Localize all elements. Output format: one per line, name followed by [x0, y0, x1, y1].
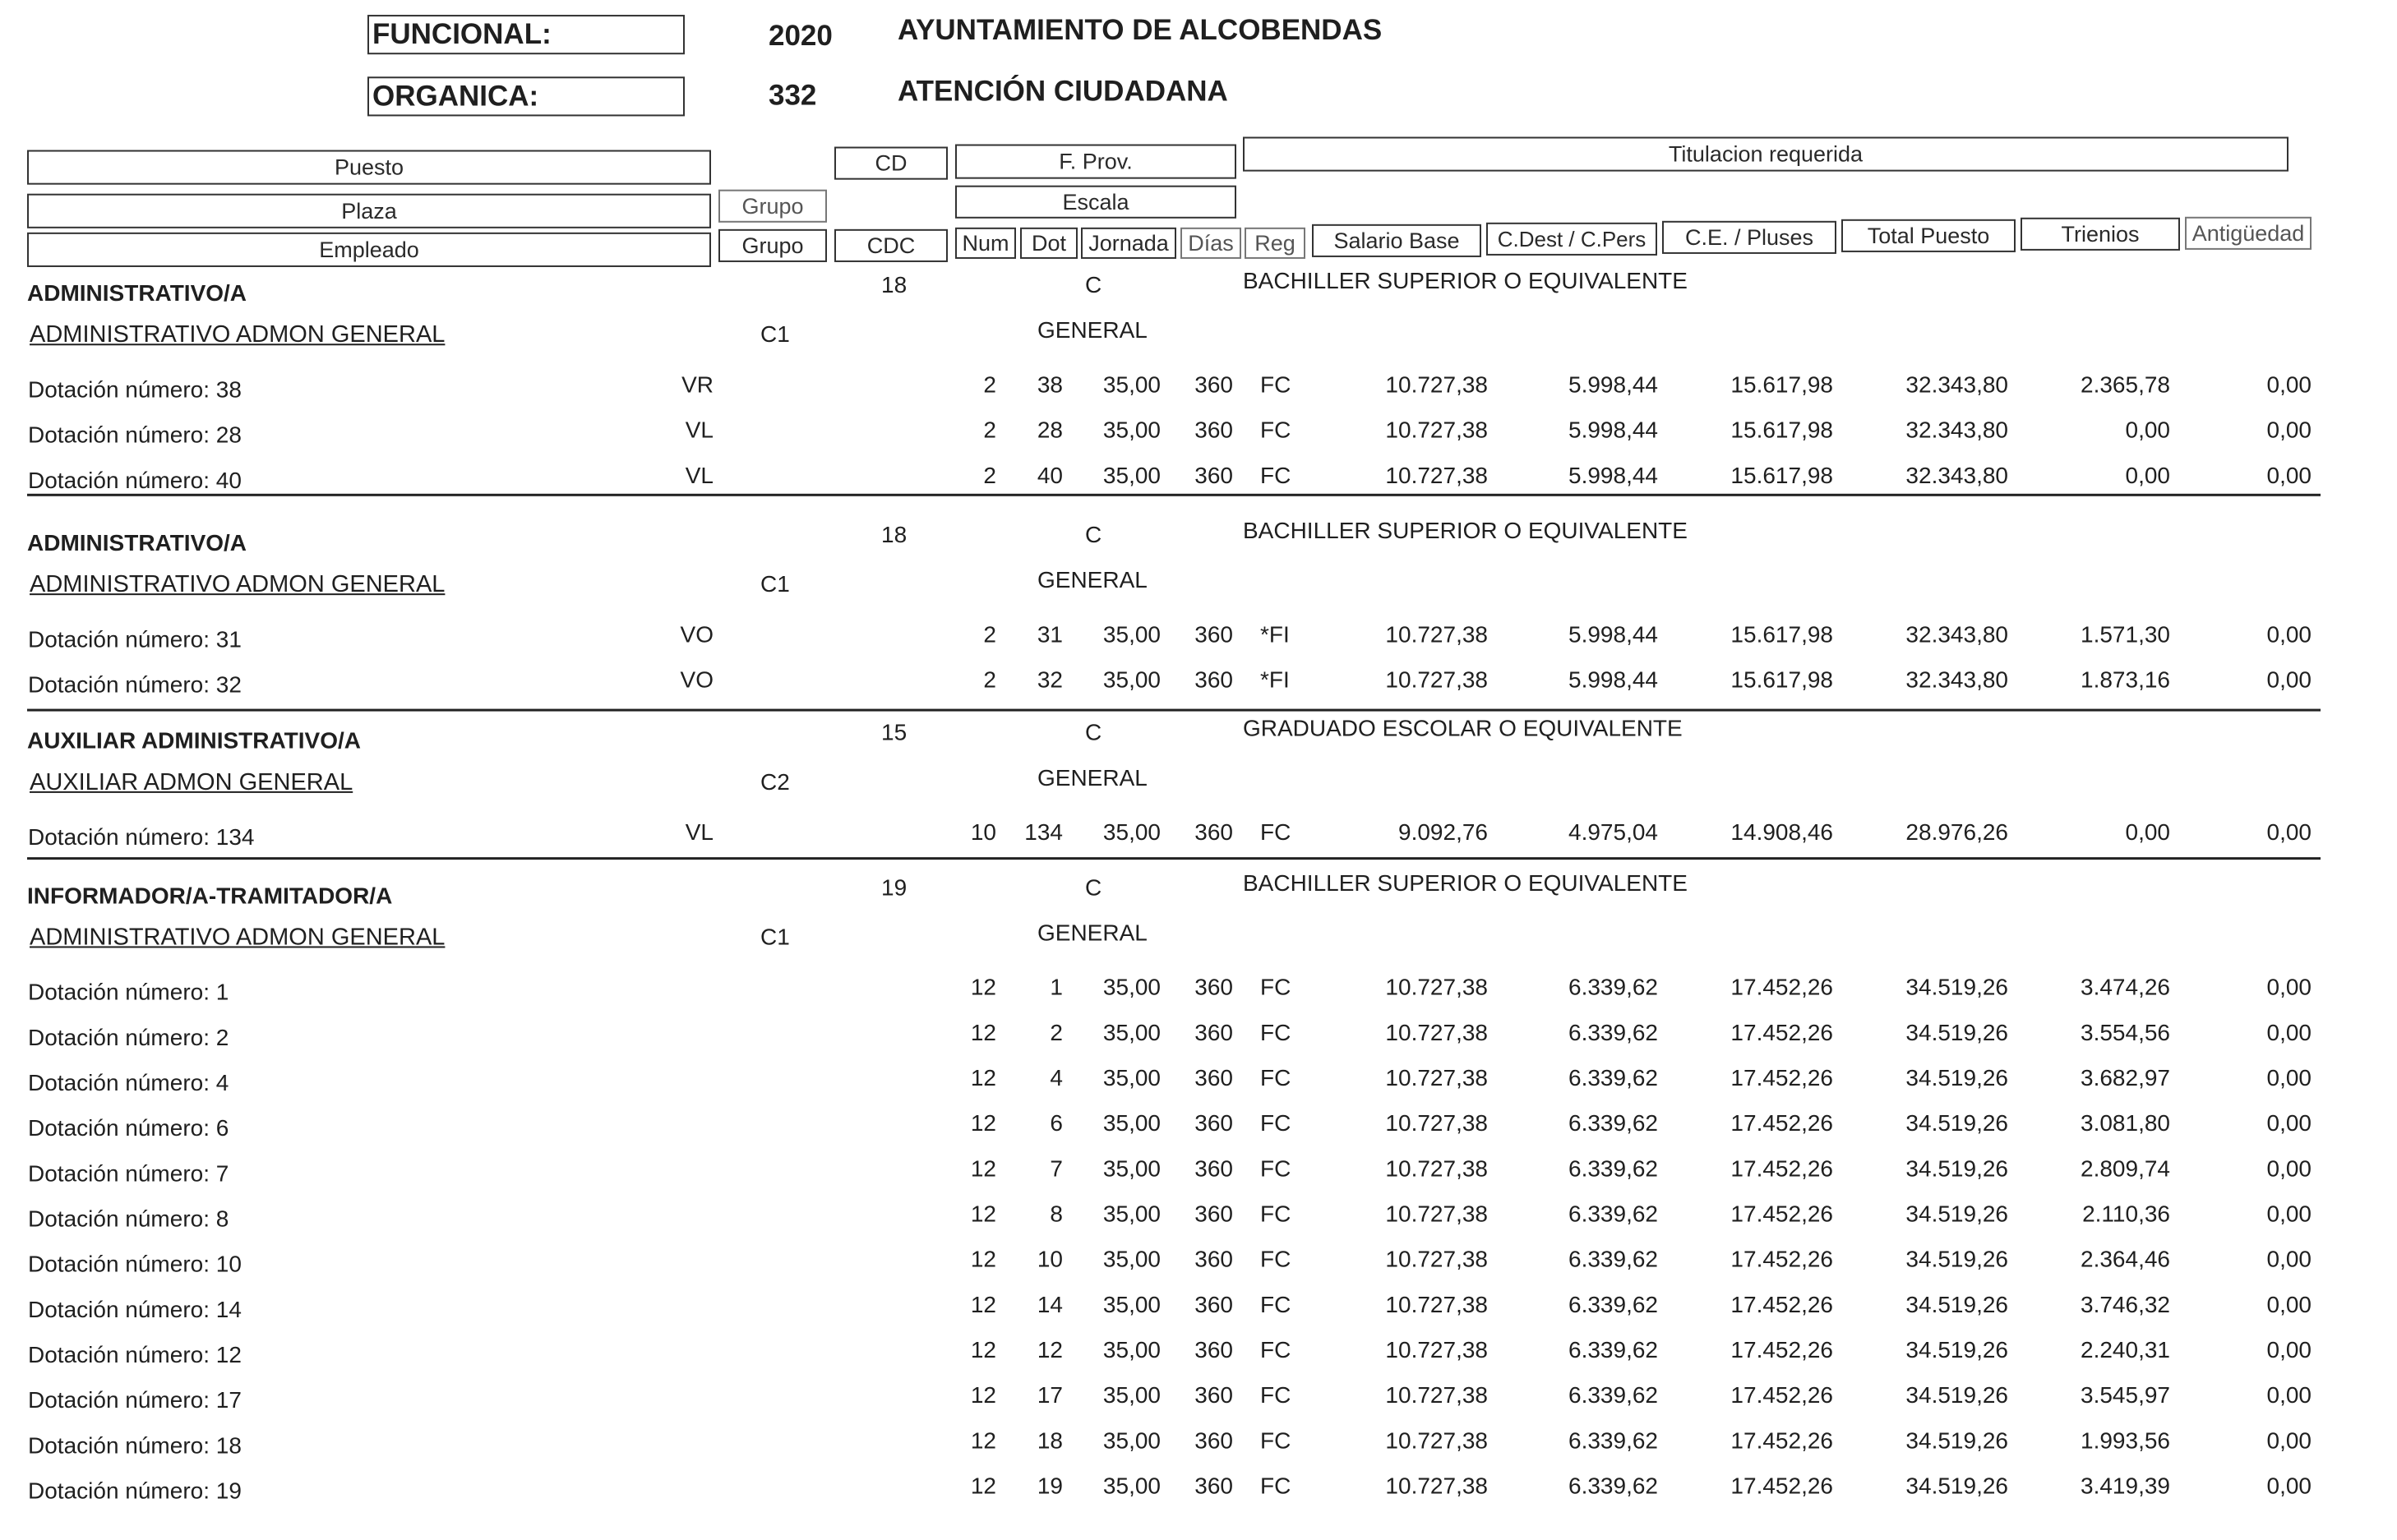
cell-salario: 10.727,38 [1385, 1291, 1488, 1317]
cell-jornada: 35,00 [1102, 621, 1161, 648]
cell-num: 2 [983, 621, 996, 648]
cell-num: 2 [983, 417, 996, 443]
section-escala: GENERAL [1037, 567, 1148, 593]
cell-trienios: 3.554,56 [2081, 1019, 2170, 1045]
cell-ce: 14.908,46 [1730, 818, 1833, 846]
cell-tipo: VL [685, 818, 714, 846]
cell-dot: 32 [1037, 666, 1063, 693]
cell-dot: 40 [1037, 462, 1063, 488]
cell-dias: 360 [1194, 462, 1233, 488]
cell-num: 10 [970, 818, 996, 846]
col-jornada: Jornada [1081, 228, 1176, 259]
cell-antig: 0,00 [2266, 621, 2312, 648]
cell-reg: FC [1260, 1019, 1291, 1045]
cell-total: 34.519,26 [1905, 1382, 2008, 1409]
dotacion-label: Dotación número: 2 [28, 1024, 229, 1050]
cell-trienios: 3.081,80 [2081, 1110, 2170, 1137]
cell-num: 2 [983, 462, 996, 488]
cell-salario: 10.727,38 [1385, 666, 1488, 693]
cell-tipo: VO [680, 666, 714, 693]
cell-total: 32.343,80 [1905, 371, 2008, 398]
section-titulacion: BACHILLER SUPERIOR O EQUIVALENTE [1243, 267, 1688, 294]
cell-dias: 360 [1194, 371, 1233, 398]
cell-total: 34.519,26 [1905, 1291, 2008, 1317]
cell-ce: 17.452,26 [1730, 1382, 1833, 1409]
cell-total: 34.519,26 [1905, 1019, 2008, 1045]
col-antiguedad: Antigüedad [2185, 217, 2312, 250]
cell-salario: 10.727,38 [1385, 621, 1488, 648]
cell-num: 12 [970, 1291, 996, 1317]
cell-salario: 10.727,38 [1385, 1473, 1488, 1499]
cell-cdest: 4.975,04 [1568, 818, 1658, 846]
cell-antig: 0,00 [2266, 1336, 2312, 1362]
cell-jornada: 35,00 [1102, 1336, 1161, 1362]
col-cdc: CDC [834, 229, 948, 262]
cell-jornada: 35,00 [1102, 371, 1161, 398]
cell-dias: 360 [1194, 666, 1233, 693]
cell-dias: 360 [1194, 1291, 1233, 1317]
cell-num: 12 [970, 1110, 996, 1137]
cell-num: 12 [970, 1427, 996, 1454]
section-titulacion: GRADUADO ESCOLAR O EQUIVALENTE [1243, 715, 1683, 741]
cell-cdest: 5.998,44 [1568, 417, 1658, 443]
cell-trienios: 3.474,26 [2081, 974, 2170, 1000]
section-title: ADMINISTRATIVO/A [27, 529, 247, 556]
cell-dot: 12 [1037, 1336, 1063, 1362]
cell-dias: 360 [1194, 1155, 1233, 1182]
cell-ce: 17.452,26 [1730, 1110, 1833, 1137]
cell-jornada: 35,00 [1102, 1064, 1161, 1090]
cell-salario: 10.727,38 [1385, 462, 1488, 488]
section-grupo: C2 [760, 768, 790, 795]
cell-ce: 15.617,98 [1730, 621, 1833, 648]
cell-tipo: VR [681, 371, 714, 398]
cell-jornada: 35,00 [1102, 1291, 1161, 1317]
cell-dot: 14 [1037, 1291, 1063, 1317]
cell-num: 2 [983, 371, 996, 398]
cell-ce: 17.452,26 [1730, 1064, 1833, 1090]
cell-jornada: 35,00 [1102, 818, 1161, 846]
section-title: ADMINISTRATIVO/A [27, 280, 247, 307]
cell-dot: 38 [1037, 371, 1063, 398]
cell-antig: 0,00 [2266, 462, 2312, 488]
section-plaza: ADMINISTRATIVO ADMON GENERAL [30, 321, 446, 348]
cell-num: 12 [970, 1064, 996, 1090]
cell-reg: FC [1260, 462, 1291, 488]
cell-cdest: 5.998,44 [1568, 621, 1658, 648]
col-cd: CD [834, 147, 948, 180]
cell-total: 28.976,26 [1905, 818, 2008, 846]
cell-cdest: 5.998,44 [1568, 371, 1658, 398]
cell-salario: 10.727,38 [1385, 1110, 1488, 1137]
cell-dias: 360 [1194, 1246, 1233, 1272]
cell-ce: 17.452,26 [1730, 1246, 1833, 1272]
cell-ce: 17.452,26 [1730, 1291, 1833, 1317]
dotacion-label: Dotación número: 7 [28, 1160, 229, 1187]
cell-jornada: 35,00 [1102, 974, 1161, 1000]
cell-antig: 0,00 [2266, 818, 2312, 846]
cell-salario: 10.727,38 [1385, 1246, 1488, 1272]
cell-jornada: 35,00 [1102, 1155, 1161, 1182]
cell-cdest: 6.339,62 [1568, 1473, 1658, 1499]
section-plaza: ADMINISTRATIVO ADMON GENERAL [30, 924, 446, 951]
cell-jornada: 35,00 [1102, 1427, 1161, 1454]
cell-cdest: 6.339,62 [1568, 1019, 1658, 1045]
dotacion-label: Dotación número: 40 [28, 467, 242, 493]
cell-dias: 360 [1194, 1336, 1233, 1362]
cell-dias: 360 [1194, 1064, 1233, 1090]
cell-trienios: 2.809,74 [2081, 1155, 2170, 1182]
col-trienios: Trienios [2021, 218, 2180, 251]
section-divider [27, 494, 2321, 496]
cell-trienios: 1.571,30 [2081, 621, 2170, 648]
cell-cdest: 6.339,62 [1568, 1246, 1658, 1272]
cell-antig: 0,00 [2266, 1110, 2312, 1137]
cell-reg: FC [1260, 1110, 1291, 1137]
cell-dot: 31 [1037, 621, 1063, 648]
cell-tipo: VO [680, 621, 714, 648]
cell-ce: 17.452,26 [1730, 1155, 1833, 1182]
cell-reg: FC [1260, 1155, 1291, 1182]
cell-salario: 10.727,38 [1385, 974, 1488, 1000]
cell-reg: FC [1260, 1291, 1291, 1317]
cell-antig: 0,00 [2266, 371, 2312, 398]
cell-jornada: 35,00 [1102, 1246, 1161, 1272]
section-plaza: ADMINISTRATIVO ADMON GENERAL [30, 571, 446, 598]
section-escala: GENERAL [1037, 317, 1148, 344]
cell-antig: 0,00 [2266, 1246, 2312, 1272]
section-escala: GENERAL [1037, 920, 1148, 946]
cell-dot: 134 [1024, 818, 1063, 846]
cell-reg: FC [1260, 974, 1291, 1000]
cell-dias: 360 [1194, 974, 1233, 1000]
cell-salario: 10.727,38 [1385, 1427, 1488, 1454]
cell-trienios: 3.682,97 [2081, 1064, 2170, 1090]
cell-trienios: 1.993,56 [2081, 1427, 2170, 1454]
dotacion-label: Dotación número: 8 [28, 1206, 229, 1232]
cell-salario: 10.727,38 [1385, 1064, 1488, 1090]
cell-reg: FC [1260, 1427, 1291, 1454]
section-titulacion: BACHILLER SUPERIOR O EQUIVALENTE [1243, 517, 1688, 543]
cell-trienios: 2.110,36 [2082, 1201, 2170, 1227]
cell-num: 12 [970, 1019, 996, 1045]
cell-dot: 8 [1050, 1201, 1063, 1227]
cell-trienios: 3.545,97 [2081, 1382, 2170, 1409]
cell-antig: 0,00 [2266, 1155, 2312, 1182]
cell-dias: 360 [1194, 1427, 1233, 1454]
cell-dias: 360 [1194, 818, 1233, 846]
col-dot: Dot [1020, 228, 1078, 259]
cell-cdest: 6.339,62 [1568, 1382, 1658, 1409]
cell-jornada: 35,00 [1102, 462, 1161, 488]
section-titulacion: BACHILLER SUPERIOR O EQUIVALENTE [1243, 870, 1688, 897]
cell-ce: 17.452,26 [1730, 1336, 1833, 1362]
cell-reg: FC [1260, 371, 1291, 398]
cell-salario: 10.727,38 [1385, 1336, 1488, 1362]
cell-num: 12 [970, 974, 996, 1000]
cell-antig: 0,00 [2266, 1019, 2312, 1045]
cell-jornada: 35,00 [1102, 1019, 1161, 1045]
cell-ce: 15.617,98 [1730, 417, 1833, 443]
cell-dot: 6 [1050, 1110, 1063, 1137]
dotacion-label: Dotación número: 38 [28, 376, 242, 403]
section-fprov: C [1085, 719, 1102, 745]
cell-num: 2 [983, 666, 996, 693]
funcional-label-box [367, 15, 685, 54]
dotacion-label: Dotación número: 134 [28, 824, 255, 851]
cell-dot: 19 [1037, 1473, 1063, 1499]
funcional-value: 2020 [769, 20, 833, 53]
cell-cdest: 6.339,62 [1568, 1201, 1658, 1227]
cell-total: 34.519,26 [1905, 1427, 2008, 1454]
col-plaza: Plaza [27, 194, 711, 228]
dotacion-label: Dotación número: 28 [28, 422, 242, 448]
dotacion-label: Dotación número: 17 [28, 1387, 242, 1413]
cell-reg: FC [1260, 1336, 1291, 1362]
cell-total: 32.343,80 [1905, 417, 2008, 443]
cell-dot: 2 [1050, 1019, 1063, 1045]
cell-total: 34.519,26 [1905, 974, 2008, 1000]
cell-num: 12 [970, 1155, 996, 1182]
cell-num: 12 [970, 1382, 996, 1409]
organica-label: ORGANICA: [372, 80, 539, 113]
col-puesto: Puesto [27, 150, 711, 185]
cell-trienios: 3.746,32 [2081, 1291, 2170, 1317]
cell-antig: 0,00 [2266, 417, 2312, 443]
cell-ce: 17.452,26 [1730, 1019, 1833, 1045]
col-escala: Escala [955, 186, 1236, 219]
cell-total: 34.519,26 [1905, 1336, 2008, 1362]
cell-total: 34.519,26 [1905, 1246, 2008, 1272]
cell-tipo: VL [685, 417, 714, 443]
cell-reg: *FI [1260, 621, 1290, 648]
cell-tipo: VL [685, 462, 714, 488]
organica-value: 332 [769, 79, 817, 112]
section-cd: 18 [881, 271, 908, 298]
cell-total: 32.343,80 [1905, 621, 2008, 648]
col-cdest-cpers: C.Dest / C.Pers [1486, 223, 1657, 256]
cell-ce: 17.452,26 [1730, 1473, 1833, 1499]
cell-antig: 0,00 [2266, 1291, 2312, 1317]
cell-jornada: 35,00 [1102, 1382, 1161, 1409]
cell-jornada: 35,00 [1102, 417, 1161, 443]
col-fprov: F. Prov. [955, 145, 1236, 179]
col-total-puesto: Total Puesto [1841, 219, 2016, 252]
cell-reg: FC [1260, 1473, 1291, 1499]
cell-ce: 15.617,98 [1730, 462, 1833, 488]
col-salario-base: Salario Base [1312, 224, 1481, 257]
cell-cdest: 5.998,44 [1568, 666, 1658, 693]
section-title: INFORMADOR/A-TRAMITADOR/A [27, 883, 393, 909]
section-fprov: C [1085, 874, 1102, 901]
cell-cdest: 6.339,62 [1568, 1064, 1658, 1090]
section-grupo: C1 [760, 924, 790, 950]
cell-cdest: 6.339,62 [1568, 974, 1658, 1000]
col-grupo-top: Grupo [718, 190, 827, 223]
cell-dias: 360 [1194, 1019, 1233, 1045]
dotacion-label: Dotación número: 14 [28, 1296, 242, 1322]
cell-jornada: 35,00 [1102, 666, 1161, 693]
cell-dot: 18 [1037, 1427, 1063, 1454]
cell-salario: 10.727,38 [1385, 371, 1488, 398]
cell-trienios: 3.419,39 [2081, 1473, 2170, 1499]
cell-dias: 360 [1194, 1473, 1233, 1499]
dotacion-label: Dotación número: 1 [28, 979, 229, 1005]
cell-dot: 7 [1050, 1155, 1063, 1182]
cell-reg: *FI [1260, 666, 1290, 693]
section-cd: 15 [881, 719, 908, 745]
cell-dias: 360 [1194, 1201, 1233, 1227]
cell-trienios: 2.365,78 [2081, 371, 2170, 398]
section-divider [27, 857, 2321, 860]
cell-total: 34.519,26 [1905, 1110, 2008, 1137]
cell-dias: 360 [1194, 621, 1233, 648]
cell-cdest: 6.339,62 [1568, 1336, 1658, 1362]
col-empleado: Empleado [27, 233, 711, 267]
dotacion-label: Dotación número: 32 [28, 671, 242, 698]
cell-num: 12 [970, 1201, 996, 1227]
section-fprov: C [1085, 521, 1102, 547]
cell-antig: 0,00 [2266, 974, 2312, 1000]
cell-dot: 1 [1050, 974, 1063, 1000]
col-ce-pluses: C.E. / Pluses [1662, 221, 1836, 254]
cell-trienios: 2.240,31 [2081, 1336, 2170, 1362]
section-plaza: AUXILIAR ADMON GENERAL [30, 768, 353, 795]
section-escala: GENERAL [1037, 764, 1148, 791]
cell-dot: 28 [1037, 417, 1063, 443]
cell-trienios: 0,00 [2125, 417, 2170, 443]
cell-trienios: 1.873,16 [2081, 666, 2170, 693]
cell-total: 34.519,26 [1905, 1064, 2008, 1090]
col-reg: Reg [1245, 228, 1305, 259]
cell-total: 34.519,26 [1905, 1155, 2008, 1182]
cell-ce: 15.617,98 [1730, 666, 1833, 693]
dotacion-label: Dotación número: 4 [28, 1069, 229, 1095]
entity-name: AYUNTAMIENTO DE ALCOBENDAS [898, 14, 1383, 47]
cell-salario: 10.727,38 [1385, 1201, 1488, 1227]
cell-reg: FC [1260, 818, 1291, 846]
cell-salario: 9.092,76 [1398, 818, 1488, 846]
cell-total: 34.519,26 [1905, 1201, 2008, 1227]
col-num: Num [955, 228, 1016, 259]
cell-antig: 0,00 [2266, 1473, 2312, 1499]
col-grupo: Grupo [718, 229, 827, 262]
section-divider [27, 709, 2321, 712]
cell-salario: 10.727,38 [1385, 1155, 1488, 1182]
dotacion-label: Dotación número: 12 [28, 1341, 242, 1367]
cell-trienios: 0,00 [2125, 818, 2170, 846]
col-dias: Días [1180, 228, 1241, 259]
cell-cdest: 6.339,62 [1568, 1110, 1658, 1137]
section-grupo: C1 [760, 321, 790, 348]
cell-jornada: 35,00 [1102, 1473, 1161, 1499]
cell-total: 34.519,26 [1905, 1473, 2008, 1499]
cell-reg: FC [1260, 417, 1291, 443]
dotacion-label: Dotación número: 6 [28, 1115, 229, 1141]
cell-reg: FC [1260, 1064, 1291, 1090]
cell-cdest: 6.339,62 [1568, 1291, 1658, 1317]
cell-num: 12 [970, 1473, 996, 1499]
cell-jornada: 35,00 [1102, 1110, 1161, 1137]
cell-dot: 4 [1050, 1064, 1063, 1090]
cell-reg: FC [1260, 1246, 1291, 1272]
cell-ce: 17.452,26 [1730, 974, 1833, 1000]
cell-antig: 0,00 [2266, 1382, 2312, 1409]
organica-label-box [367, 76, 685, 116]
cell-trienios: 0,00 [2125, 462, 2170, 488]
cell-total: 32.343,80 [1905, 462, 2008, 488]
cell-reg: FC [1260, 1382, 1291, 1409]
cell-antig: 0,00 [2266, 1201, 2312, 1227]
dotacion-label: Dotación número: 31 [28, 626, 242, 652]
cell-salario: 10.727,38 [1385, 1019, 1488, 1045]
cell-antig: 0,00 [2266, 1064, 2312, 1090]
cell-antig: 0,00 [2266, 666, 2312, 693]
cell-antig: 0,00 [2266, 1427, 2312, 1454]
cell-jornada: 35,00 [1102, 1201, 1161, 1227]
department-name: ATENCIÓN CIUDADANA [898, 75, 1228, 108]
section-title: AUXILIAR ADMINISTRATIVO/A [27, 727, 361, 754]
dotacion-label: Dotación número: 18 [28, 1432, 242, 1459]
cell-dot: 17 [1037, 1382, 1063, 1409]
dotacion-label: Dotación número: 10 [28, 1251, 242, 1277]
cell-num: 12 [970, 1246, 996, 1272]
cell-cdest: 6.339,62 [1568, 1155, 1658, 1182]
cell-cdest: 6.339,62 [1568, 1427, 1658, 1454]
cell-salario: 10.727,38 [1385, 1382, 1488, 1409]
section-grupo: C1 [760, 571, 790, 597]
cell-ce: 17.452,26 [1730, 1201, 1833, 1227]
col-titulacion: Titulacion requerida [1243, 136, 2288, 171]
cell-ce: 17.452,26 [1730, 1427, 1833, 1454]
section-cd: 18 [881, 521, 908, 547]
cell-dias: 360 [1194, 417, 1233, 443]
dotacion-label: Dotación número: 19 [28, 1478, 242, 1504]
cell-dias: 360 [1194, 1382, 1233, 1409]
cell-trienios: 2.364,46 [2081, 1246, 2170, 1272]
cell-dias: 360 [1194, 1110, 1233, 1137]
cell-reg: FC [1260, 1201, 1291, 1227]
cell-ce: 15.617,98 [1730, 371, 1833, 398]
section-fprov: C [1085, 271, 1102, 298]
cell-num: 12 [970, 1336, 996, 1362]
funcional-label: FUNCIONAL: [372, 18, 552, 51]
cell-total: 32.343,80 [1905, 666, 2008, 693]
cell-cdest: 5.998,44 [1568, 462, 1658, 488]
cell-dot: 10 [1037, 1246, 1063, 1272]
cell-salario: 10.727,38 [1385, 417, 1488, 443]
section-cd: 19 [881, 874, 908, 901]
